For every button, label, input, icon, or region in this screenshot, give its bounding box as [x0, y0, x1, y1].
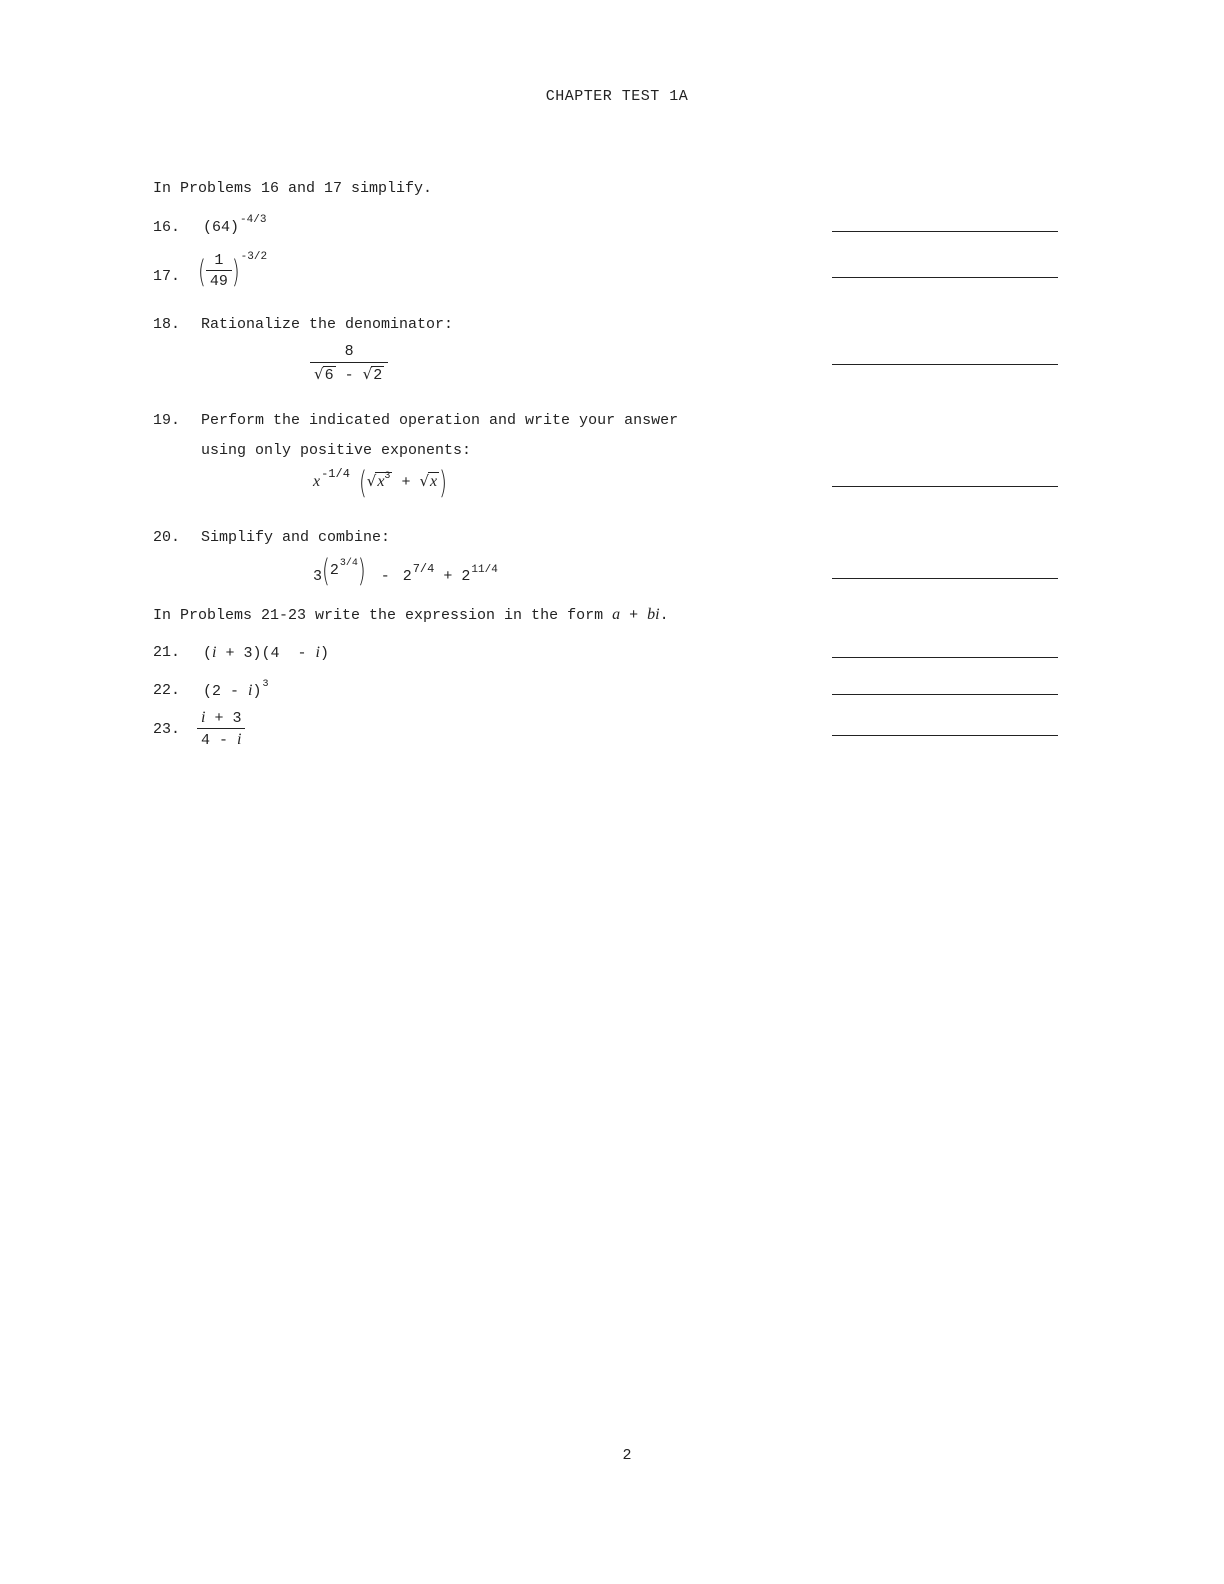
right-paren: ) — [439, 463, 447, 501]
minus-sign: - — [380, 567, 390, 585]
problem-20-base2: 2 — [402, 567, 412, 585]
sqrt-icon: √ — [366, 471, 377, 490]
answer-line-16[interactable] — [832, 231, 1058, 232]
problem-22-number: 22. — [153, 682, 181, 699]
left-paren: ( — [322, 551, 330, 589]
form-a: a — [612, 606, 621, 623]
problem-18-denominator — [310, 363, 388, 384]
problem-19-text-line1: Perform the indicated operation and write your answer — [201, 412, 679, 429]
problem-23-denominator: 4 - i — [201, 731, 242, 749]
problem-20-text: Simplify and combine: — [201, 529, 391, 546]
problem-16-exponent: -4/3 — [240, 214, 267, 226]
right-paren: ) — [231, 252, 240, 290]
problem-19-outer-exponent: -1/4 — [321, 466, 350, 481]
problem-20-base1: 2 — [329, 561, 339, 579]
problem-19-expression — [313, 463, 447, 501]
problem-20-exp3: 11/4 — [471, 563, 498, 576]
problem-18-number: 18. — [153, 316, 181, 333]
problem-22-exponent: 3 — [262, 679, 269, 690]
plus-sign: + — [401, 473, 411, 491]
problem-20-expression — [313, 551, 498, 589]
problem-17-number: 17. — [153, 268, 181, 285]
problem-16-number: 16. — [153, 219, 181, 236]
problem-22-expression: (2 - i)$^3$ — [203, 679, 269, 700]
problem-20-number: 20. — [153, 529, 181, 546]
right-paren: ) — [357, 551, 366, 589]
problem-19-var: x — [313, 472, 321, 490]
answer-line-19[interactable] — [832, 486, 1058, 487]
problem-20-coefficient: 3 — [313, 567, 323, 585]
answer-line-20[interactable] — [832, 578, 1058, 579]
problem-17-denominator: 49 — [209, 273, 228, 290]
page-number: 2 — [622, 1447, 632, 1464]
problem-23-numerator: i + 3 — [197, 709, 245, 729]
sqrt-icon: √ — [419, 471, 430, 490]
answer-line-23[interactable] — [832, 735, 1058, 736]
answer-line-21[interactable] — [832, 657, 1058, 658]
answer-line-17[interactable] — [832, 277, 1058, 278]
problem-18-numerator: 8 — [310, 343, 388, 363]
problem-17-exponent: -3/2 — [240, 250, 268, 263]
minus-sign: - — [344, 367, 354, 384]
problem-17-fraction — [206, 252, 232, 290]
problem-21-number: 21. — [153, 644, 181, 661]
problem-17-numerator: 1 — [206, 252, 232, 271]
page-title: CHAPTER TEST 1A — [545, 88, 689, 105]
section-instruction-21-23: In Problems 21-23 write the expression in the form a + bi. — [153, 606, 669, 624]
problem-23-fraction — [197, 709, 245, 749]
section-instruction-16-17: In Problems 16 and 17 simplify. — [153, 180, 433, 197]
answer-line-18[interactable] — [832, 364, 1058, 365]
problem-18-root-b: 2 — [373, 367, 383, 384]
problem-16-expression — [203, 214, 267, 236]
problem-20-base3: 2 — [461, 567, 471, 585]
problem-19-root2: x — [430, 472, 438, 490]
problem-19-root1: $x^3$ — [377, 470, 391, 490]
sqrt-icon: √ — [362, 365, 373, 383]
problem-20-exp1: 3/4 — [339, 557, 358, 569]
problem-18-text: Rationalize the denominator: — [201, 316, 454, 333]
problem-16-base: (64) — [203, 219, 240, 236]
problem-17-expression — [198, 252, 267, 290]
problem-19-number: 19. — [153, 412, 181, 429]
left-paren: ( — [198, 252, 206, 290]
plus-sign: + — [443, 567, 453, 585]
answer-line-22[interactable] — [832, 694, 1058, 695]
form-bi: bi — [647, 606, 660, 623]
problem-18-root-a: 6 — [324, 367, 334, 384]
problem-20-exp2: 7/4 — [412, 561, 435, 576]
problem-23-number: 23. — [153, 721, 181, 738]
sqrt-icon: √ — [314, 365, 324, 383]
left-paren: ( — [358, 463, 367, 501]
problem-21-expression: (i + 3)(4 - i) — [203, 644, 329, 662]
problem-18-fraction — [310, 343, 388, 384]
problem-19-text-line2: using only positive exponents: — [201, 442, 472, 459]
